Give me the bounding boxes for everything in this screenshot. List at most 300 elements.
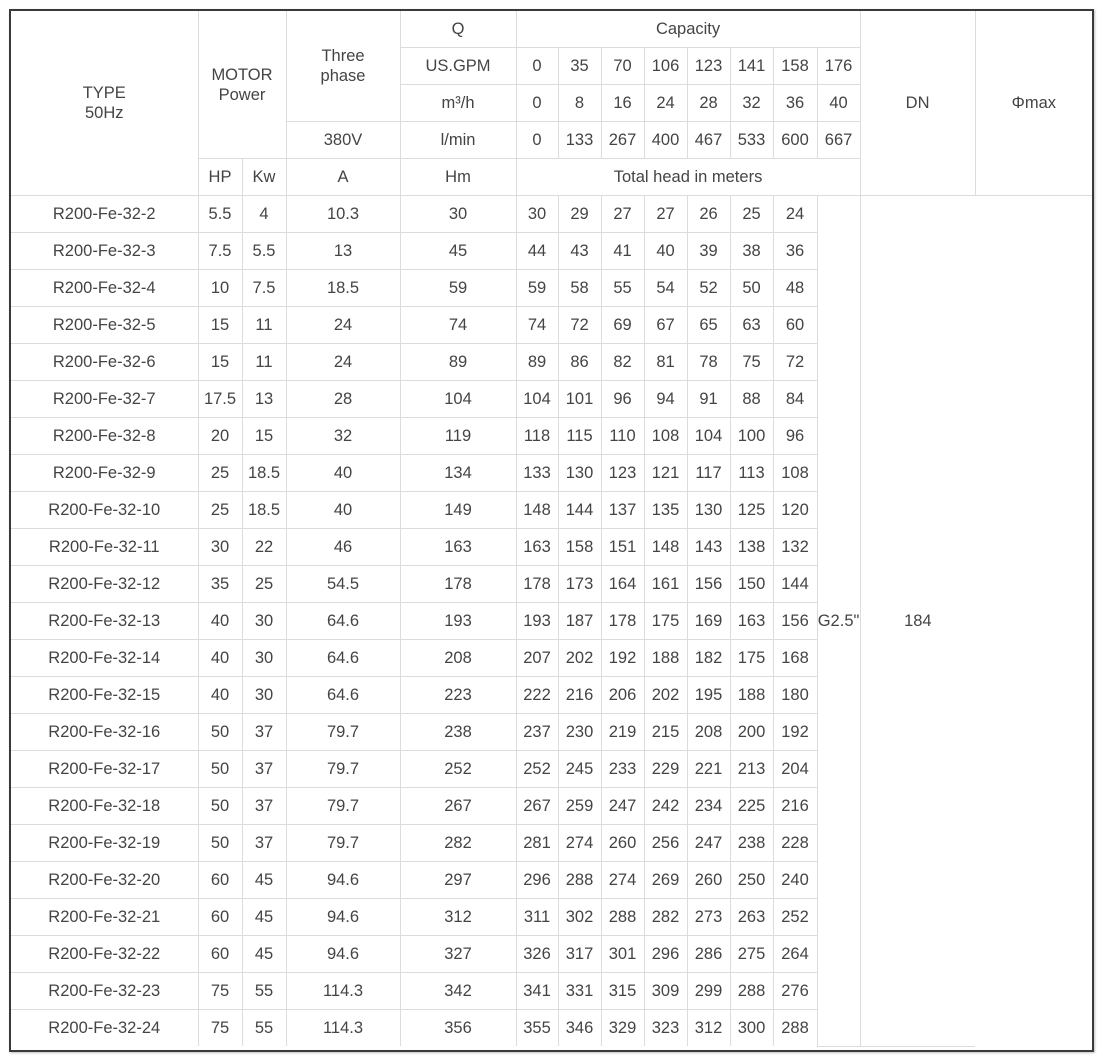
head-value: 113 [730,455,773,492]
type-header-line1: TYPE [82,84,126,102]
amp-value: 94.6 [286,862,400,899]
head-value: 96 [773,418,817,455]
head-value: 36 [773,233,817,270]
head-value: 281 [516,825,558,862]
kw-value: 37 [242,788,286,825]
kw-value: 37 [242,825,286,862]
hp-value: 7.5 [198,233,242,270]
head-value: 225 [730,788,773,825]
head-value: 96 [601,381,644,418]
head-value: 88 [730,381,773,418]
head-value: 39 [687,233,730,270]
pump-type: R200-Fe-32-21 [11,899,198,936]
pump-type: R200-Fe-32-11 [11,529,198,566]
head-value: 163 [400,529,516,566]
kw-value: 4 [242,196,286,233]
hp-value: 20 [198,418,242,455]
head-value: 234 [687,788,730,825]
head-value: 356 [400,1010,516,1047]
head-value: 247 [601,788,644,825]
head-value: 240 [773,862,817,899]
head-value: 135 [644,492,687,529]
kw-value: 11 [242,307,286,344]
capacity-value: 267 [601,122,644,159]
head-value: 245 [558,751,601,788]
pump-type: R200-Fe-32-2 [11,196,198,233]
head-value: 86 [558,344,601,381]
head-value: 132 [773,529,817,566]
motor-power-header [198,11,286,159]
phase-header-line1: Three [321,47,365,65]
head-value: 148 [516,492,558,529]
head-value: 163 [516,529,558,566]
head-value: 40 [644,233,687,270]
amp-value: 40 [286,455,400,492]
amp-value: 64.6 [286,603,400,640]
head-value: 296 [644,936,687,973]
head-value: 74 [400,307,516,344]
head-value: 229 [644,751,687,788]
capacity-value: 70 [601,48,644,85]
head-value: 275 [730,936,773,973]
kw-value: 30 [242,640,286,677]
motor-header-line2: Power [218,85,266,104]
pump-type: R200-Fe-32-12 [11,566,198,603]
head-value: 158 [558,529,601,566]
head-value: 288 [558,862,601,899]
head-value: 195 [687,677,730,714]
head-value: 193 [516,603,558,640]
head-value: 202 [558,640,601,677]
capacity-value: 106 [644,48,687,85]
head-value: 94 [644,381,687,418]
head-value: 207 [516,640,558,677]
pump-type: R200-Fe-32-10 [11,492,198,529]
head-value: 125 [730,492,773,529]
pump-type: R200-Fe-32-5 [11,307,198,344]
capacity-value: 0 [516,48,558,85]
amp-value: 28 [286,381,400,418]
head-value: 282 [644,899,687,936]
head-value: 144 [558,492,601,529]
head-value: 81 [644,344,687,381]
amp-header: A [286,159,400,196]
kw-header: Kw [242,159,286,196]
capacity-value: 36 [773,85,817,122]
amp-value: 114.3 [286,973,400,1010]
head-value: 130 [558,455,601,492]
head-value: 274 [601,862,644,899]
amp-value: 18.5 [286,270,400,307]
head-value: 38 [730,233,773,270]
head-value: 233 [601,751,644,788]
pump-type: R200-Fe-32-16 [11,714,198,751]
phase-header-line2: phase [320,67,366,85]
head-value: 173 [558,566,601,603]
head-value: 120 [773,492,817,529]
head-value: 148 [644,529,687,566]
head-value: 58 [558,270,601,307]
head-value: 182 [687,640,730,677]
hp-value: 75 [198,1010,242,1047]
kw-value: 13 [242,381,286,418]
motor-header-line1: MOTOR [211,65,273,84]
amp-value: 40 [286,492,400,529]
spec-table-frame [9,9,1094,1052]
head-value: 75 [730,344,773,381]
head-value: 130 [687,492,730,529]
head-value: 274 [558,825,601,862]
pump-type: R200-Fe-32-13 [11,603,198,640]
head-value: 59 [516,270,558,307]
amp-value: 13 [286,233,400,270]
head-value: 288 [773,1010,817,1047]
pump-type: R200-Fe-32-3 [11,233,198,270]
amp-value: 79.7 [286,788,400,825]
hp-value: 50 [198,714,242,751]
kw-value: 30 [242,677,286,714]
kw-value: 18.5 [242,492,286,529]
kw-value: 45 [242,862,286,899]
head-value: 169 [687,603,730,640]
head-value: 288 [730,973,773,1010]
head-value: 260 [687,862,730,899]
hp-value: 75 [198,973,242,1010]
amp-value: 64.6 [286,640,400,677]
head-value: 242 [644,788,687,825]
capacity-value: 667 [817,122,860,159]
amp-value: 64.6 [286,677,400,714]
capacity-value: 0 [516,122,558,159]
head-value: 222 [516,677,558,714]
capacity-value: 600 [773,122,817,159]
table-body [11,196,1092,1047]
head-value: 121 [644,455,687,492]
hp-header: HP [198,159,242,196]
amp-value: 79.7 [286,714,400,751]
head-value: 91 [687,381,730,418]
head-value: 65 [687,307,730,344]
phimax-header: Φmax [975,11,1092,196]
capacity-value: 158 [773,48,817,85]
head-value: 175 [730,640,773,677]
hp-value: 5.5 [198,196,242,233]
head-value: 219 [601,714,644,751]
head-value: 175 [644,603,687,640]
head-value: 204 [773,751,817,788]
head-value: 288 [601,899,644,936]
head-value: 69 [601,307,644,344]
head-value: 117 [687,455,730,492]
head-value: 110 [601,418,644,455]
amp-value: 94.6 [286,899,400,936]
head-value: 100 [730,418,773,455]
head-value: 104 [516,381,558,418]
head-value: 202 [644,677,687,714]
head-value: 238 [400,714,516,751]
head-value: 346 [558,1010,601,1047]
capacity-value: 533 [730,122,773,159]
amp-value: 114.3 [286,1010,400,1047]
head-value: 327 [400,936,516,973]
hp-value: 40 [198,603,242,640]
pump-type: R200-Fe-32-4 [11,270,198,307]
head-value: 252 [400,751,516,788]
amp-value: 46 [286,529,400,566]
head-value: 216 [558,677,601,714]
head-value: 78 [687,344,730,381]
q-header: Q [400,11,516,48]
head-value: 317 [558,936,601,973]
voltage-header: 380V [286,122,400,159]
head-value: 223 [400,677,516,714]
head-value: 138 [730,529,773,566]
amp-value: 79.7 [286,751,400,788]
capacity-value: 176 [817,48,860,85]
head-value: 168 [773,640,817,677]
kw-value: 22 [242,529,286,566]
amp-value: 32 [286,418,400,455]
amp-value: 54.5 [286,566,400,603]
head-value: 260 [601,825,644,862]
head-value: 312 [687,1010,730,1047]
head-value: 221 [687,751,730,788]
amp-value: 24 [286,344,400,381]
head-value: 252 [773,899,817,936]
head-value: 44 [516,233,558,270]
flow-unit-label: l/min [400,122,516,159]
kw-value: 55 [242,1010,286,1047]
head-value: 256 [644,825,687,862]
capacity-value: 123 [687,48,730,85]
head-value: 108 [644,418,687,455]
type-header-line2: 50Hz [84,104,124,122]
capacity-value: 0 [516,85,558,122]
amp-value: 10.3 [286,196,400,233]
head-value: 25 [730,196,773,233]
head-value: 163 [730,603,773,640]
head-value: 156 [687,566,730,603]
head-value: 312 [400,899,516,936]
head-value: 326 [516,936,558,973]
head-value: 200 [730,714,773,751]
head-value: 55 [601,270,644,307]
head-value: 108 [773,455,817,492]
head-value: 188 [644,640,687,677]
kw-value: 18.5 [242,455,286,492]
hp-value: 17.5 [198,381,242,418]
pump-type: R200-Fe-32-6 [11,344,198,381]
head-value: 41 [601,233,644,270]
pump-type: R200-Fe-32-22 [11,936,198,973]
head-value: 137 [601,492,644,529]
head-value: 52 [687,270,730,307]
capacity-value: 16 [601,85,644,122]
pump-type: R200-Fe-32-19 [11,825,198,862]
head-value: 26 [687,196,730,233]
head-value: 269 [644,862,687,899]
head-value: 123 [601,455,644,492]
head-value: 63 [730,307,773,344]
head-value: 50 [730,270,773,307]
pump-type: R200-Fe-32-8 [11,418,198,455]
type-header [11,11,198,196]
amp-value: 94.6 [286,936,400,973]
total-head-header: Total head in meters [516,159,860,196]
flow-unit-label: US.GPM [400,48,516,85]
pump-type: R200-Fe-32-9 [11,455,198,492]
head-value: 178 [601,603,644,640]
head-value: 151 [601,529,644,566]
hp-value: 60 [198,899,242,936]
head-value: 230 [558,714,601,751]
head-value: 101 [558,381,601,418]
head-value: 133 [516,455,558,492]
hp-value: 40 [198,677,242,714]
hp-value: 60 [198,862,242,899]
hp-value: 50 [198,751,242,788]
pump-spec-table [11,11,1092,1047]
head-value: 282 [400,825,516,862]
head-value: 273 [687,899,730,936]
pump-type: R200-Fe-32-24 [11,1010,198,1047]
head-value: 309 [644,973,687,1010]
kw-value: 25 [242,566,286,603]
head-value: 180 [773,677,817,714]
head-value: 276 [773,973,817,1010]
head-value: 67 [644,307,687,344]
kw-value: 15 [242,418,286,455]
head-value: 267 [400,788,516,825]
kw-value: 30 [242,603,286,640]
head-value: 315 [601,973,644,1010]
capacity-value: 40 [817,85,860,122]
head-value: 27 [644,196,687,233]
kw-value: 37 [242,751,286,788]
head-value: 299 [687,973,730,1010]
capacity-value: 141 [730,48,773,85]
head-value: 311 [516,899,558,936]
pump-type: R200-Fe-32-14 [11,640,198,677]
head-value: 60 [773,307,817,344]
hp-value: 30 [198,529,242,566]
kw-value: 55 [242,973,286,1010]
capacity-header: Capacity [516,11,860,48]
head-value: 329 [601,1010,644,1047]
head-value: 89 [400,344,516,381]
head-value: 84 [773,381,817,418]
head-value: 115 [558,418,601,455]
dn-value: G2.5" [817,196,860,1047]
head-value: 297 [400,862,516,899]
hp-value: 35 [198,566,242,603]
kw-value: 45 [242,936,286,973]
hp-value: 10 [198,270,242,307]
head-value: 264 [773,936,817,973]
head-value: 104 [400,381,516,418]
head-value: 286 [687,936,730,973]
head-value: 143 [687,529,730,566]
head-value: 355 [516,1010,558,1047]
header-row-1 [11,11,1092,48]
head-value: 247 [687,825,730,862]
pump-type: R200-Fe-32-18 [11,788,198,825]
head-value: 27 [601,196,644,233]
head-value: 24 [773,196,817,233]
head-value: 144 [773,566,817,603]
head-value: 89 [516,344,558,381]
capacity-value: 133 [558,122,601,159]
head-value: 301 [601,936,644,973]
flow-unit-label: m³/h [400,85,516,122]
pump-type: R200-Fe-32-17 [11,751,198,788]
head-value: 323 [644,1010,687,1047]
head-value: 300 [730,1010,773,1047]
head-value: 208 [400,640,516,677]
head-value: 331 [558,973,601,1010]
hp-value: 50 [198,825,242,862]
head-value: 178 [516,566,558,603]
capacity-value: 467 [687,122,730,159]
head-value: 341 [516,973,558,1010]
head-value: 45 [400,233,516,270]
hm-label: Hm [400,159,516,196]
capacity-value: 24 [644,85,687,122]
head-value: 82 [601,344,644,381]
pump-type: R200-Fe-32-15 [11,677,198,714]
pump-type: R200-Fe-32-7 [11,381,198,418]
head-value: 216 [773,788,817,825]
head-value: 187 [558,603,601,640]
head-value: 237 [516,714,558,751]
head-value: 342 [400,973,516,1010]
head-value: 215 [644,714,687,751]
head-value: 296 [516,862,558,899]
pump-type: R200-Fe-32-20 [11,862,198,899]
head-value: 267 [516,788,558,825]
capacity-value: 400 [644,122,687,159]
pump-type: R200-Fe-32-23 [11,973,198,1010]
head-value: 252 [516,751,558,788]
hp-value: 40 [198,640,242,677]
head-value: 164 [601,566,644,603]
head-value: 161 [644,566,687,603]
head-value: 263 [730,899,773,936]
capacity-value: 8 [558,85,601,122]
head-value: 119 [400,418,516,455]
capacity-value: 35 [558,48,601,85]
head-value: 29 [558,196,601,233]
head-value: 54 [644,270,687,307]
phimax-value: 184 [860,196,975,1047]
head-value: 238 [730,825,773,862]
hp-value: 25 [198,455,242,492]
head-value: 188 [730,677,773,714]
kw-value: 45 [242,899,286,936]
hp-value: 25 [198,492,242,529]
three-phase-header [286,11,400,122]
hp-value: 15 [198,307,242,344]
capacity-value: 32 [730,85,773,122]
head-value: 206 [601,677,644,714]
head-value: 250 [730,862,773,899]
head-value: 104 [687,418,730,455]
head-value: 193 [400,603,516,640]
head-value: 208 [687,714,730,751]
kw-value: 11 [242,344,286,381]
table-row [11,196,1092,233]
capacity-value: 28 [687,85,730,122]
